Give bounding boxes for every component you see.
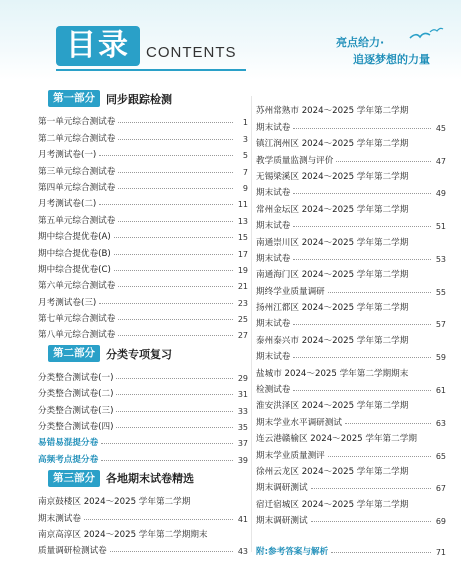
toc-entry-title: 期末试卷 [256, 122, 291, 133]
toc-entry-page: 39 [237, 455, 248, 465]
toc-entry-page: 57 [435, 320, 446, 330]
toc-entry-page: 21 [237, 282, 248, 292]
dot-leader [311, 521, 431, 522]
toc-entry[interactable] [38, 308, 248, 324]
section-gap [38, 465, 248, 468]
toc-entry-line1: 连云港赣榆区 2024～2025 学年第二学期 [256, 434, 417, 445]
dot-leader [114, 270, 233, 271]
dot-leader [116, 394, 233, 395]
toc-entry-title: 高频考点提分卷 [38, 454, 99, 465]
dot-leader [345, 423, 431, 424]
toc-entry[interactable] [38, 540, 248, 556]
toc-entry-title: 期末测试卷 [38, 513, 81, 524]
toc-entry-page: 27 [237, 331, 248, 341]
toc-entry[interactable] [38, 127, 248, 143]
toc-entry-line1: 无锡梁溪区 2024～2025 学年第二学期 [256, 171, 409, 182]
section-gap [38, 340, 248, 343]
toc-entry-title: 期中综合提优卷(A) [38, 232, 111, 243]
toc-entry-title: 期终学业质量调研 [256, 286, 325, 297]
toc-entry-line1: 泰州泰兴市 2024～2025 学年第二学期 [256, 335, 409, 346]
toc-entry[interactable] [38, 209, 248, 225]
toc-entry-title: 第七单元综合测试卷 [38, 314, 116, 325]
toc-entry-page: 1 [242, 118, 248, 128]
toc-entry-page: 5 [242, 151, 248, 161]
answers-gap [256, 526, 446, 540]
dot-leader [328, 456, 431, 457]
dot-leader [101, 443, 233, 444]
toc-entry-title: 期中综合提优卷(B) [38, 248, 111, 259]
toc-entry-line1: 盐城市 2024～2025 学年第二学期期末 [256, 368, 409, 379]
right-column [256, 100, 446, 557]
dot-leader [118, 335, 233, 336]
toc-entry-line1: 南京鼓楼区 2024～2025 学年第二学期 [38, 497, 191, 508]
section-title: 同步跟踪检测 [106, 92, 172, 106]
toc-entry-line1: 常州金坛区 2024～2025 学年第二学期 [256, 204, 409, 215]
toc-entry-title: 期末调研测试 [256, 516, 308, 527]
dot-leader [116, 378, 233, 379]
section-title: 分类专项复习 [106, 347, 172, 361]
toc-entry-page: 9 [242, 183, 248, 193]
toc-entry-page: 61 [435, 386, 446, 396]
toc-entry-page: 3 [242, 134, 248, 144]
page-title: 目录 [66, 28, 130, 63]
toc-entry-page: 13 [237, 216, 248, 226]
toc-entry-title: 期末试卷 [256, 221, 291, 232]
toc-entry-line1: 徐州云龙区 2024～2025 学年第二学期 [256, 466, 409, 477]
toc-entry-line1: 扬州江都区 2024～2025 学年第二学期 [256, 303, 409, 314]
toc-entry[interactable] [256, 280, 446, 296]
toc-entry-page: 35 [237, 423, 248, 433]
toc-entry[interactable] [256, 379, 446, 395]
toc-entry-page: 15 [237, 233, 248, 243]
toc-entry[interactable] [38, 324, 248, 340]
dot-leader [116, 427, 233, 428]
dot-leader [293, 128, 431, 129]
toc-entry-line1: 镇江润州区 2024～2025 学年第二学期 [256, 139, 409, 150]
toc-entry-line1: 南通海门区 2024～2025 学年第二学期 [256, 270, 409, 281]
toc-entry[interactable] [256, 182, 446, 198]
toc-entry[interactable] [38, 399, 248, 415]
toc-entry[interactable] [38, 111, 248, 127]
toc-entry-page: 23 [237, 298, 248, 308]
toc-entry[interactable] [256, 248, 446, 264]
toc-entry-page: 33 [237, 406, 248, 416]
toc-entry-title: 期末试卷 [256, 352, 291, 363]
toc-entry[interactable] [38, 416, 248, 432]
toc-entry[interactable] [38, 275, 248, 291]
section-badge: 第三部分 [48, 470, 100, 487]
toc-entry[interactable] [38, 291, 248, 307]
dot-leader [118, 319, 233, 320]
toc-entry[interactable] [256, 444, 446, 460]
dot-leader [118, 221, 233, 222]
toc-entry[interactable] [38, 432, 248, 448]
birds-icon [408, 26, 444, 48]
toc-entry-title: 期末学业水平调研测试 [256, 417, 342, 428]
toc-entry-line1: 宿迁宿城区 2024～2025 学年第二学期 [256, 499, 409, 510]
toc-entry-title: 第四单元综合测试卷 [38, 182, 116, 193]
dot-leader [118, 286, 233, 287]
toc-entry-page: 47 [435, 156, 446, 166]
toc-entry[interactable] [38, 366, 248, 382]
toc-entry[interactable] [256, 215, 446, 231]
dot-leader [293, 357, 431, 358]
dot-leader [328, 292, 431, 293]
toc-entry-page: 65 [435, 451, 446, 461]
toc-entry-page: 17 [237, 249, 248, 259]
dot-leader [101, 460, 233, 461]
toc-entry-title: 教学质量监测与评价 [256, 155, 334, 166]
section-title: 各地期末试卷精选 [106, 472, 194, 486]
toc-entry-title: 附:参考答案与解析 [256, 546, 329, 557]
toc-entry-page: 45 [435, 123, 446, 133]
toc-entry-title: 易错易混提分卷 [38, 438, 99, 449]
toc-entry[interactable] [38, 177, 248, 193]
toc-entry[interactable] [256, 411, 446, 427]
toc-entry[interactable] [38, 507, 248, 523]
toc-entry-page: 71 [435, 547, 446, 557]
toc-entry[interactable] [38, 160, 248, 176]
section-header [38, 470, 248, 487]
title-box [56, 26, 140, 66]
toc-entry-page: 43 [237, 547, 248, 557]
toc-entry-page: 67 [435, 484, 446, 494]
answers-entry[interactable] [256, 540, 446, 556]
toc-entry-page: 51 [435, 222, 446, 232]
toc-entry-title: 第八单元综合测试卷 [38, 330, 116, 341]
toc-entry-page: 37 [237, 439, 248, 449]
toc-entry-title: 检测试卷 [256, 385, 291, 396]
toc-entry-title: 期末试卷 [256, 253, 291, 264]
toc-entry[interactable] [38, 193, 248, 209]
column-divider [251, 96, 252, 552]
toc-entry-title: 第一单元综合测试卷 [38, 117, 116, 128]
toc-entry[interactable] [38, 259, 248, 275]
toc-entry[interactable] [38, 226, 248, 242]
dot-leader [99, 204, 233, 205]
toc-entry-title: 月考测试卷(二) [38, 199, 97, 210]
section-header [38, 345, 248, 362]
dot-leader [293, 390, 431, 391]
dot-leader [118, 188, 233, 189]
toc-entry-title: 第六单元综合测试卷 [38, 281, 116, 292]
toc-entry[interactable] [256, 116, 446, 132]
toc-entry-line1: 南京高淳区 2024～2025 学年第二学期期末 [38, 529, 208, 540]
toc-entry-page: 53 [435, 254, 446, 264]
toc-entry-title: 第二单元综合测试卷 [38, 133, 116, 144]
toc-entry-title: 质量调研检测试卷 [38, 546, 107, 557]
toc-entry[interactable] [38, 242, 248, 258]
toc-entry-page: 7 [242, 167, 248, 177]
toc-entry-page: 63 [435, 418, 446, 428]
toc-entry-title: 分类整合测试卷(二) [38, 389, 114, 400]
dot-leader [118, 122, 233, 123]
toc-entry-title: 期末学业质量测评 [256, 450, 325, 461]
dot-leader [293, 259, 431, 260]
dot-leader [293, 193, 431, 194]
dot-leader [118, 172, 233, 173]
dot-leader [311, 488, 431, 489]
toc-entry[interactable] [256, 346, 446, 362]
toc-entry-title: 期末试卷 [256, 319, 291, 330]
toc-entry-page: 11 [237, 200, 248, 210]
toc-entry-title: 第五单元综合测试卷 [38, 215, 116, 226]
toc-entry-page: 55 [435, 287, 446, 297]
dot-leader [114, 237, 233, 238]
toc-entry-page: 41 [237, 514, 248, 524]
toc-entry-page: 69 [435, 517, 446, 527]
toc-entry-page: 29 [237, 373, 248, 383]
contents-label: CONTENTS [146, 44, 237, 61]
toc-entry-page: 59 [435, 353, 446, 363]
toc-entry-page: 31 [237, 390, 248, 400]
toc-entry-page: 19 [237, 265, 248, 275]
toc-entry-title: 第三单元综合测试卷 [38, 166, 116, 177]
dot-leader [84, 519, 233, 520]
toc-entry-line1: 南通崇川区 2024～2025 学年第二学期 [256, 237, 409, 248]
toc-entry-title: 期末试卷 [256, 188, 291, 199]
toc-entry-title: 分类整合测试卷(一) [38, 372, 114, 383]
toc-entry[interactable] [256, 540, 446, 556]
slogan-line-2: 追逐梦想的力量 [353, 53, 430, 66]
section-badge: 第一部分 [48, 90, 100, 107]
toc-entry-title: 月考测试卷(一) [38, 150, 97, 161]
dot-leader [110, 551, 233, 552]
dot-leader [293, 226, 431, 227]
section-gap [38, 556, 248, 559]
section-badge: 第二部分 [48, 345, 100, 362]
toc-entry[interactable] [256, 477, 446, 493]
dot-leader [331, 552, 431, 553]
toc-entry-page: 25 [237, 315, 248, 325]
toc-entry-title: 期末调研测试 [256, 483, 308, 494]
toc-entry-title: 分类整合测试卷(三) [38, 405, 114, 416]
section-header [38, 90, 248, 107]
toc-entry-title: 分类整合测试卷(四) [38, 422, 114, 433]
toc-entry[interactable] [38, 448, 248, 464]
toc-entry-title: 期中综合提优卷(C) [38, 264, 111, 275]
slogan-line-1: 亮点给力· [336, 36, 385, 49]
left-column [38, 88, 248, 559]
dot-leader [336, 161, 431, 162]
dot-leader [293, 324, 431, 325]
toc-entry-page: 49 [435, 189, 446, 199]
toc-entry[interactable] [256, 149, 446, 165]
toc-entry[interactable] [38, 144, 248, 160]
toc-entry-line1: 淮安洪泽区 2024～2025 学年第二学期 [256, 401, 409, 412]
toc-entry[interactable] [256, 313, 446, 329]
title-underline [56, 69, 246, 71]
toc-entry-line1: 苏州常熟市 2024～2025 学年第二学期 [256, 106, 409, 117]
toc-entry-title: 月考测试卷(三) [38, 297, 97, 308]
toc-entry[interactable] [256, 510, 446, 526]
dot-leader [118, 139, 233, 140]
toc-entry[interactable] [38, 383, 248, 399]
dot-leader [99, 303, 233, 304]
dot-leader [114, 254, 233, 255]
dot-leader [116, 411, 233, 412]
dot-leader [99, 155, 233, 156]
